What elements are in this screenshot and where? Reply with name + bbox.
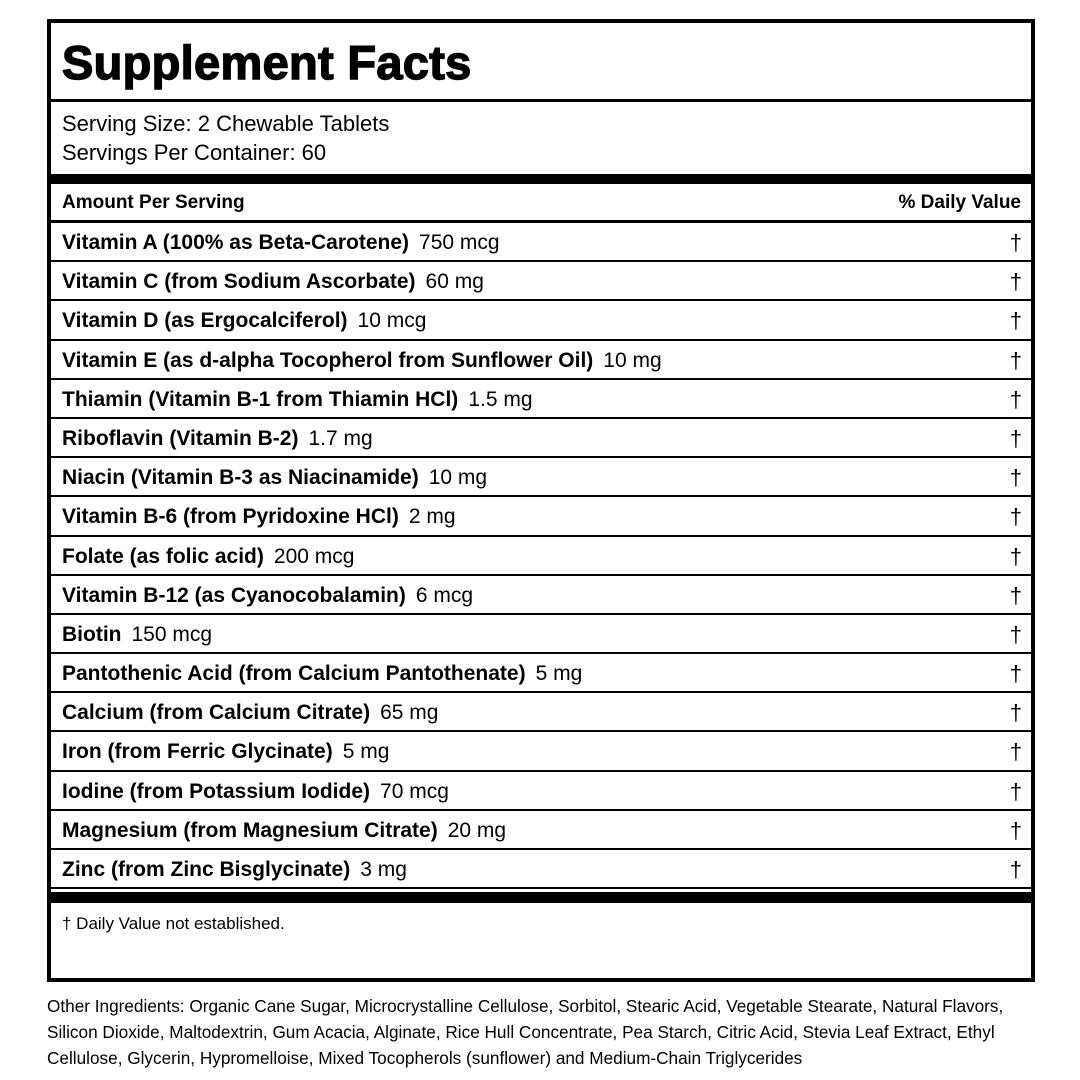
- nutrient-row: [51, 693, 1031, 732]
- daily-value-dagger: †: [1009, 504, 1022, 530]
- daily-value-dagger: †: [1009, 700, 1022, 726]
- nutrient-row: [51, 732, 1031, 771]
- nutrient-name: Iodine (from Potassium Iodide): [62, 779, 371, 803]
- nutrient-row: [51, 811, 1031, 850]
- nutrient-name: Pantothenic Acid (from Calcium Pantothenate): [62, 662, 526, 686]
- nutrient-name: Magnesium (from Magnesium Citrate): [62, 818, 438, 842]
- table-header: [51, 184, 1031, 223]
- nutrient-amount: 10 mg: [428, 466, 488, 490]
- serving-info: [51, 102, 1031, 174]
- nutrient-name: Iron (from Ferric Glycinate): [62, 740, 333, 764]
- nutrient-amount: 5 mg: [535, 662, 583, 686]
- nutrient-amount: 2 mg: [408, 505, 456, 529]
- daily-value-dagger: †: [1009, 269, 1022, 295]
- nutrient-row: [51, 301, 1031, 340]
- nutrient-row: [51, 615, 1031, 654]
- nutrient-amount: 1.7 mg: [308, 426, 373, 450]
- footnote: † Daily Value not established.: [62, 914, 285, 933]
- daily-value-header: % Daily Value: [898, 192, 1021, 213]
- daily-value-dagger: †: [1009, 347, 1022, 373]
- nutrient-name: Zinc (from Zinc Bisglycinate): [62, 858, 351, 881]
- nutrient-row: [51, 772, 1031, 811]
- nutrient-amount: 20 mg: [447, 818, 507, 842]
- nutrient-name: Folate (as folic acid): [62, 544, 264, 568]
- nutrient-amount: 70 mcg: [380, 779, 449, 803]
- daily-value-dagger: †: [1009, 308, 1022, 334]
- nutrient-row: [51, 850, 1031, 889]
- nutrient-amount: 1.5 mg: [468, 387, 533, 411]
- nutrient-name: Vitamin D (as Ergocalciferol): [62, 309, 348, 333]
- nutrient-amount: 65 mg: [380, 701, 439, 725]
- nutrient-row: [51, 380, 1031, 419]
- daily-value-dagger: †: [1009, 465, 1022, 491]
- nutrient-name: Vitamin B-6 (from Pyridoxine HCl): [62, 505, 399, 529]
- nutrient-row: [51, 537, 1031, 576]
- supplement-facts-panel: [47, 19, 1035, 982]
- servings-per-container: Servings Per Container: 60: [62, 140, 327, 165]
- other-ingredients: Other Ingredients: Organic Cane Sugar, Microcrystalline Cellulose, Sorbitol, Stearic Acid, Vegetable Stearate, Natural Flavors, Silicon Dioxide, Maltodextrin, Gum Acacia, Alginate, Rice Hull Concentrate, Pea Starch, Citric Acid, Stevia Leaf Extract, Ethyl Cellulose, Glycerin, Hypromelloise, Mixed Tocopherols (sunflower) and Medium-Chain Triglycerides: [47, 996, 1004, 1068]
- nutrient-name: Thiamin (Vitamin B-1 from Thiamin HCl): [62, 387, 459, 411]
- nutrient-row: [51, 576, 1031, 615]
- nutrient-row: [51, 223, 1031, 262]
- nutrient-name: Vitamin E (as d-alpha Tocopherol from Sunflower Oil): [62, 348, 594, 372]
- nutrient-name: Calcium (from Calcium Citrate): [62, 701, 371, 725]
- daily-value-dagger: †: [1009, 425, 1022, 451]
- nutrient-rows: [51, 223, 1031, 889]
- nutrient-name: Niacin (Vitamin B-3 as Niacinamide): [62, 466, 419, 490]
- nutrient-name: Biotin: [62, 622, 122, 646]
- daily-value-dagger: †: [1009, 817, 1022, 843]
- nutrient-amount: 60 mg: [425, 270, 484, 294]
- nutrient-name: Vitamin B-12 (as Cyanocobalamin): [62, 583, 406, 607]
- nutrient-amount: 3 mg: [360, 858, 407, 881]
- nutrient-row: [51, 654, 1031, 693]
- nutrient-row: [51, 497, 1031, 536]
- serving-size: Serving Size: 2 Chewable Tablets: [62, 111, 390, 136]
- nutrient-row: [51, 341, 1031, 380]
- nutrient-row: [51, 458, 1031, 497]
- nutrient-row: [51, 419, 1031, 458]
- nutrient-amount: 10 mcg: [357, 309, 427, 333]
- daily-value-dagger: †: [1009, 621, 1022, 647]
- nutrient-amount: 150 mcg: [131, 622, 213, 646]
- label-title: Supplement Facts: [62, 36, 472, 89]
- nutrient-name: Riboflavin (Vitamin B-2): [62, 426, 299, 450]
- title-section: [51, 23, 1031, 102]
- nutrient-amount: 10 mg: [603, 348, 662, 372]
- nutrient-amount: 200 mcg: [273, 544, 355, 568]
- nutrient-name: Vitamin C (from Sodium Ascorbate): [62, 270, 416, 294]
- daily-value-dagger: †: [1009, 778, 1022, 804]
- nutrient-amount: 750 mcg: [419, 231, 500, 254]
- thick-divider-bottom: [51, 892, 1031, 903]
- amount-per-serving-header: Amount Per Serving: [62, 192, 245, 213]
- nutrient-row: [51, 262, 1031, 301]
- daily-value-dagger: †: [1009, 661, 1022, 687]
- daily-value-dagger: †: [1009, 582, 1022, 608]
- daily-value-dagger: †: [1009, 739, 1022, 765]
- daily-value-dagger: †: [1009, 386, 1022, 412]
- nutrient-name: Vitamin A (100% as Beta-Carotene): [62, 231, 410, 254]
- nutrient-amount: 6 mcg: [415, 583, 474, 607]
- daily-value-dagger: †: [1009, 857, 1022, 882]
- thick-divider-top: [51, 174, 1031, 184]
- nutrient-amount: 5 mg: [342, 740, 390, 764]
- daily-value-dagger: †: [1009, 543, 1022, 569]
- daily-value-dagger: †: [1009, 230, 1022, 255]
